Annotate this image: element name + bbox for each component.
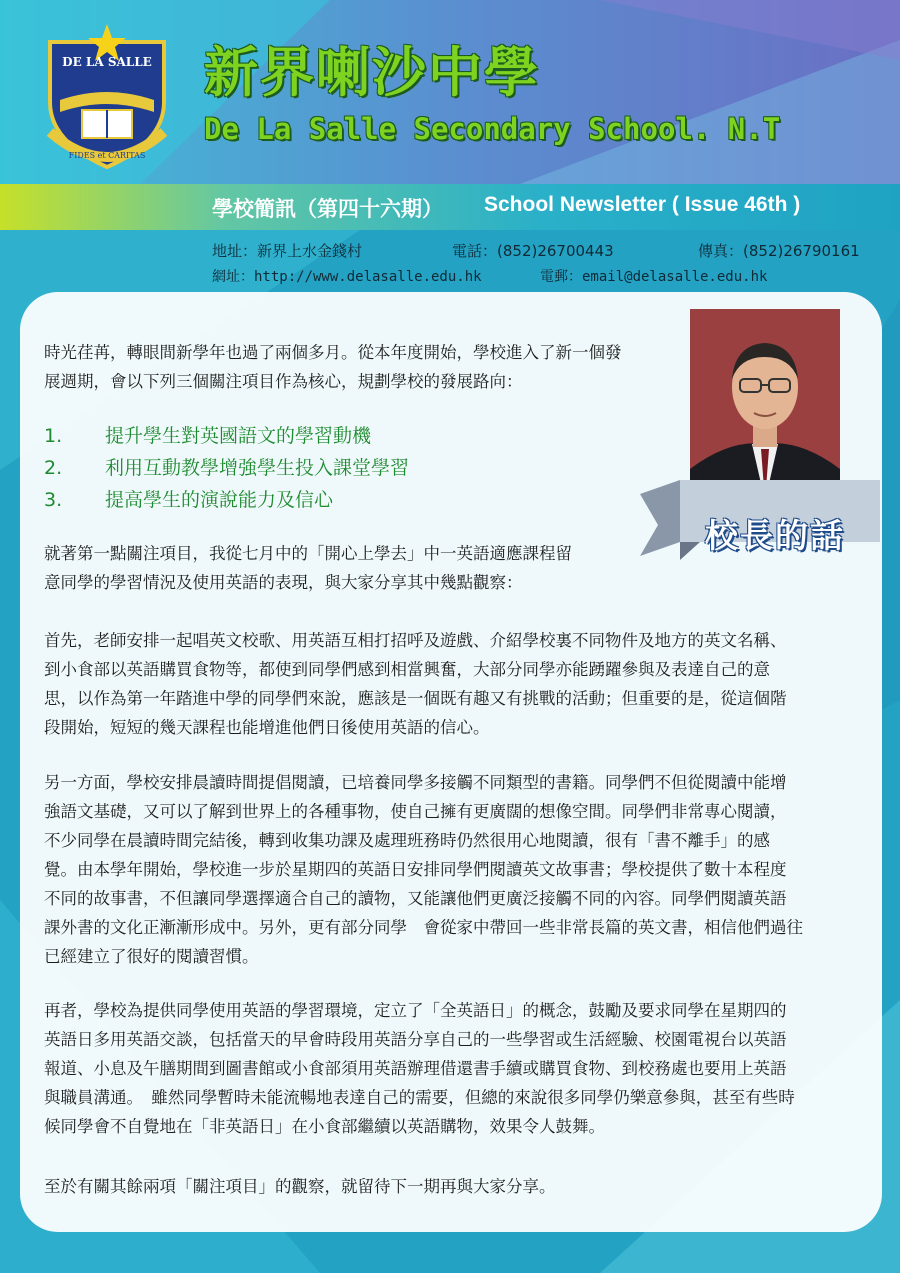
paragraph-line: 不同的故事書，不但讓同學選擇適合自己的讀物，又能讓他們更廣泛接觸不同的內容。同學們閱讀英語 bbox=[44, 889, 787, 908]
list-item bbox=[44, 420, 624, 452]
paragraph-line: 強語文基礎，又可以了解到世界上的各種事物，使自己擁有更廣闊的想像空間。同學們非常專心閱讀， bbox=[44, 802, 787, 821]
paragraph-line: 思，以作為第一年踏進中學的同學們來說，應該是一個既有趣又有挑戰的活動；但重要的是，從這個階 bbox=[44, 689, 787, 708]
list-item bbox=[44, 452, 624, 484]
paragraph-4 bbox=[44, 768, 874, 971]
contact-fax: 傳真：(852)26790161 bbox=[698, 242, 860, 260]
paragraph-line: 報道、小息及午膳期間到圖書館或小食部須用英語辦理借還書手續或購買食物、到校務處也要用上英語 bbox=[44, 1059, 787, 1078]
paragraph-line: 不少同學在晨讀時間完結後，轉到收集功課及處理班務時仍然很用心地閱讀，很有「書不離手」的感 bbox=[44, 831, 770, 850]
contact-email[interactable]: 電郵：email@delasalle.edu.hk bbox=[540, 269, 768, 285]
paragraph-line: 另一方面，學校安排晨讀時間提倡閱讀，已培養同學多接觸不同類型的書籍。同學們不但從閱讀中能增 bbox=[44, 773, 787, 792]
principal-photo bbox=[690, 309, 840, 501]
school-name-chinese: 新界喇沙中學 bbox=[204, 41, 540, 104]
paragraph-line: 英語日多用英語交談，包括當天的早會時段用英語分享自己的一些學習或生活經驗、校園電視台以英語 bbox=[44, 1030, 787, 1049]
goal-text: 提升學生對英國語文的學習動機 bbox=[105, 425, 372, 447]
newsletter-title-english: School Newsletter ( Issue 46th ) bbox=[484, 193, 801, 216]
paragraph-line: 候同學會不自覺地在「非英語日」在小食部繼續以英語購物，效果令人鼓舞。 bbox=[44, 1117, 605, 1136]
intro-line: 展週期，會以下列三個關注項目作為核心，規劃學校的發展路向： bbox=[44, 372, 523, 391]
intro-paragraph bbox=[44, 338, 684, 396]
paragraph-3 bbox=[44, 626, 874, 742]
contact-website[interactable]: 網址：http://www.delasalle.edu.hk bbox=[212, 269, 482, 285]
school-crest bbox=[42, 22, 172, 172]
list-item bbox=[44, 484, 624, 516]
paragraph-line: 就著第一點關注項目，我從七月中的「開心上學去」中一英語適應課程留 bbox=[44, 544, 572, 563]
section-title: 校長的話 bbox=[705, 516, 845, 555]
goal-text: 提高學生的演說能力及信心 bbox=[105, 489, 334, 511]
paragraph-5 bbox=[44, 996, 874, 1141]
contact-address: 地址：新界上水金錢村 bbox=[212, 242, 363, 260]
newsletter-title-chinese: 學校簡訊（第四十六期） bbox=[212, 197, 443, 221]
paragraph-2 bbox=[44, 539, 644, 597]
goal-number: 3. bbox=[44, 489, 63, 511]
crest-bottom-text: FIDES et CARITAS bbox=[68, 151, 146, 160]
paragraph-line: 再者，學校為提供同學使用英語的學習環境，定立了「全英語日」的概念，鼓勵及要求同學在星期四的 bbox=[44, 1001, 787, 1020]
goal-number: 1. bbox=[44, 425, 63, 447]
school-name-english: De La Salle Secondary School. N.T bbox=[204, 112, 781, 146]
paragraph-line: 到小食部以英語購買食物等，都使到同學們感到相當興奮，大部分同學亦能踴躍參與及表達自己的意 bbox=[44, 660, 770, 679]
contact-phone: 電話：(852)26700443 bbox=[452, 242, 614, 260]
paragraph-line: 覺。由本學年開始，學校進一步於星期四的英語日安排同學們閱讀英文故事書；學校提供了數十本程度 bbox=[44, 860, 787, 879]
paragraph-line: 首先，老師安排一起唱英文校歌、用英語互相打招呼及遊戲、介紹學校裏不同物件及地方的英文名稱、 bbox=[44, 631, 787, 650]
paragraph-line: 已經建立了很好的閱讀習慣。 bbox=[44, 947, 259, 966]
paragraph-6: 至於有關其餘兩項「關注項目」的觀察，就留待下一期再與大家分享。 bbox=[44, 1177, 556, 1196]
paragraph-line: 意同學的學習情況及使用英語的表現，與大家分享其中幾點觀察： bbox=[44, 573, 523, 592]
intro-line: 時光荏苒，轉眼間新學年也過了兩個多月。從本年度開始，學校進入了新一個發 bbox=[44, 343, 622, 362]
paragraph-line: 與職員溝通。 雖然同學暫時未能流暢地表達自己的需要，但總的來說很多同學仍樂意參與，甚至有些時 bbox=[44, 1088, 795, 1107]
paragraph-line: 段開始，短短的幾天課程也能增進他們日後使用英語的信心。 bbox=[44, 718, 490, 737]
crest-top-text: DE LA SALLE bbox=[62, 55, 152, 69]
goal-number: 2. bbox=[44, 457, 63, 479]
paragraph-line: 課外書的文化正漸漸形成中。另外，更有部分同學 會從家中帶回一些非常長篇的英文書，相信他們過往 bbox=[44, 918, 803, 937]
goal-text: 利用互動教學增強學生投入課堂學習 bbox=[105, 457, 410, 479]
focus-goals-list bbox=[44, 420, 624, 516]
